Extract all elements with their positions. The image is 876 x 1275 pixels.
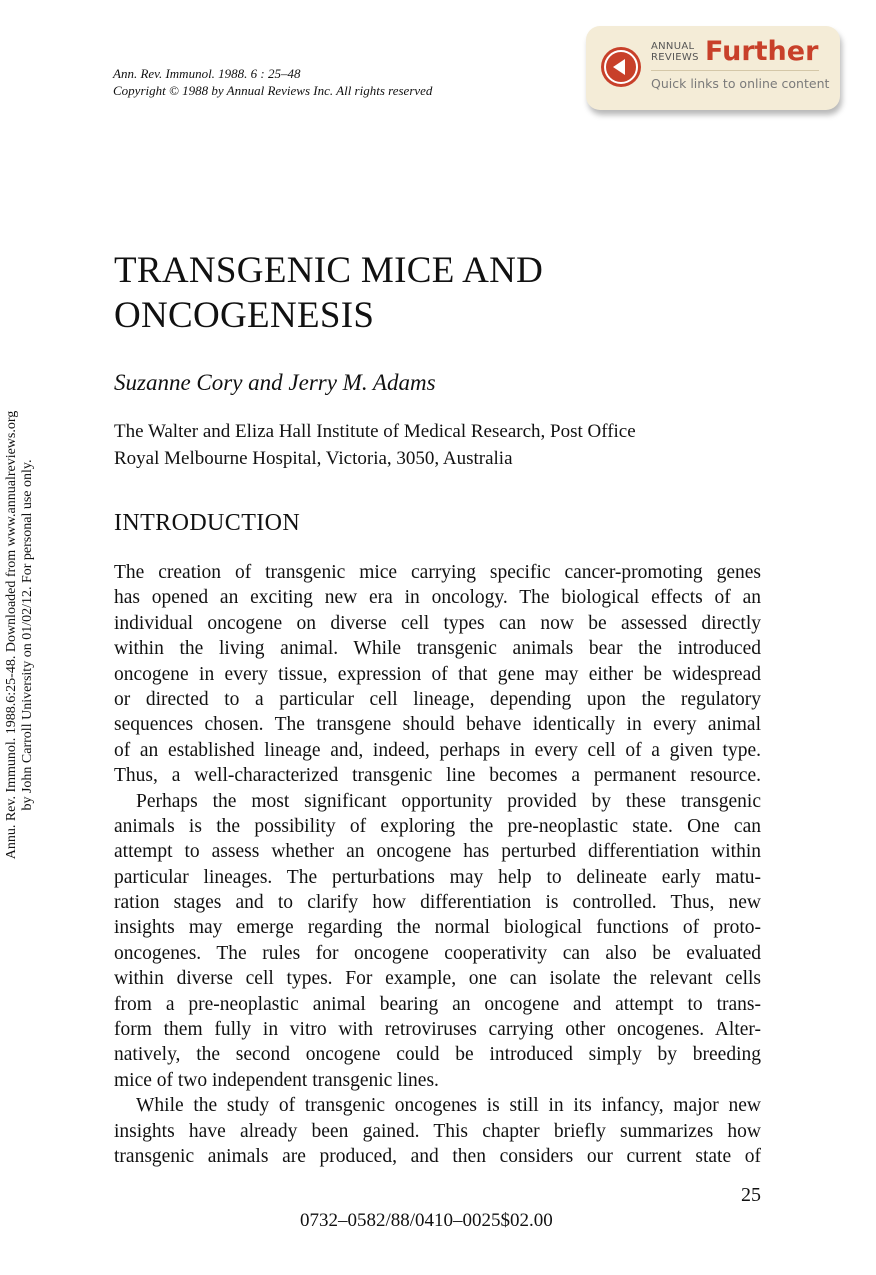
text-line: The creation of transgenic mice carrying specific cancer-promoting genes [114,562,761,583]
text-line: natively, the second oncogene could be introduced simply by breeding [114,1044,761,1066]
page-number: 25 [741,1184,761,1206]
text-line: attempt to assess whether an oncogene has perturbed differentiation within [114,841,761,863]
text-line: insights have already been gained. This chapter briefly summarizes how [114,1120,761,1142]
text-line: within the living animal. While transgenic animals bear the introduced [114,638,761,660]
text-line: ration stages and to clarify how differentiation is controlled. Thus, new [114,892,761,914]
download-note-line: by John Carroll University on 01/02/12. For personal use only. [20,459,35,811]
paragraph [114,1093,761,1169]
annual-reviews-wordmark [651,41,699,63]
article-title [114,248,543,338]
issn-code: 0732–0582/88/0410–0025$02.00 [300,1210,553,1231]
text-line: of an established lineage and, indeed, perhaps in every cell of a given type. [114,739,761,761]
title-line: TRANSGENIC MICE AND [114,250,544,291]
text-line: animals is the possibility of exploring the pre-neoplastic state. One can [114,815,761,837]
text-line: Perhaps the most significant opportunity provided by these transgenic [136,790,761,812]
text-line: within diverse cell types. For example, one can isolate the relevant cells [114,968,761,990]
title-line: ONCOGENESIS [114,295,375,336]
reviews-word: REVIEWS [651,52,699,63]
text-line: individual oncogene on diverse cell types can now be assessed directly [114,612,761,634]
text-line: While the study of transgenic oncogenes is still in its infancy, major new [136,1095,761,1117]
affiliation-line: Royal Melbourne Hospital, Victoria, 3050, Australia [114,448,513,469]
copyright-notice: Copyright © 1988 by Annual Reviews Inc. All rights reserved [113,83,433,98]
affiliation [114,418,636,472]
play-back-icon [600,46,642,88]
text-line: has opened an exciting new era in oncology. The biological effects of an [114,587,761,609]
text-line: insights may emerge regarding the normal biological functions of proto- [114,917,761,939]
text-line: Thus, a well-characterized transgenic line becomes a permanent resource. [114,765,761,787]
body-text [114,560,761,1169]
paragraph [114,789,761,1094]
text-line: or directed to a particular cell lineage, depending upon the regulatory [114,688,761,710]
text-line: oncogene in every tissue, expression of that gene may either be widespread [114,663,761,685]
text-line: transgenic animals are produced, and then considers our current state of [114,1145,761,1167]
further-word: Further [705,36,819,67]
text-line: sequences chosen. The transgene should behave identically in every animal [114,714,761,736]
download-note-line: Annu. Rev. Immunol. 1988.6:25-48. Downloaded from www.annualreviews.org [4,410,19,860]
authors: Suzanne Cory and Jerry M. Adams [114,370,436,395]
text-line: from a pre-neoplastic animal bearing an oncogene and attempt to trans- [114,993,761,1015]
affiliation-line: The Walter and Eliza Hall Institute of Medical Research, Post Office [114,421,636,442]
text-line: mice of two independent transgenic lines. [114,1069,439,1091]
citation-header [113,65,432,99]
text-line: particular lineages. The perturbations may help to delineate early matu- [114,866,761,888]
further-links-badge[interactable] [586,26,840,110]
text-line: form them fully in vitro with retroviruses carrying other oncogenes. Alter- [114,1019,761,1041]
download-note [4,365,36,905]
section-heading: INTRODUCTION [114,510,301,536]
badge-subtitle: Quick links to online content [651,76,830,91]
badge-divider [651,70,819,71]
paragraph [114,560,761,789]
annual-word: ANNUAL [651,41,695,52]
text-line: oncogenes. The rules for oncogene cooperativity can also be evaluated [114,942,761,964]
journal-citation: Ann. Rev. Immunol. 1988. 6 : 25–48 [113,66,301,81]
